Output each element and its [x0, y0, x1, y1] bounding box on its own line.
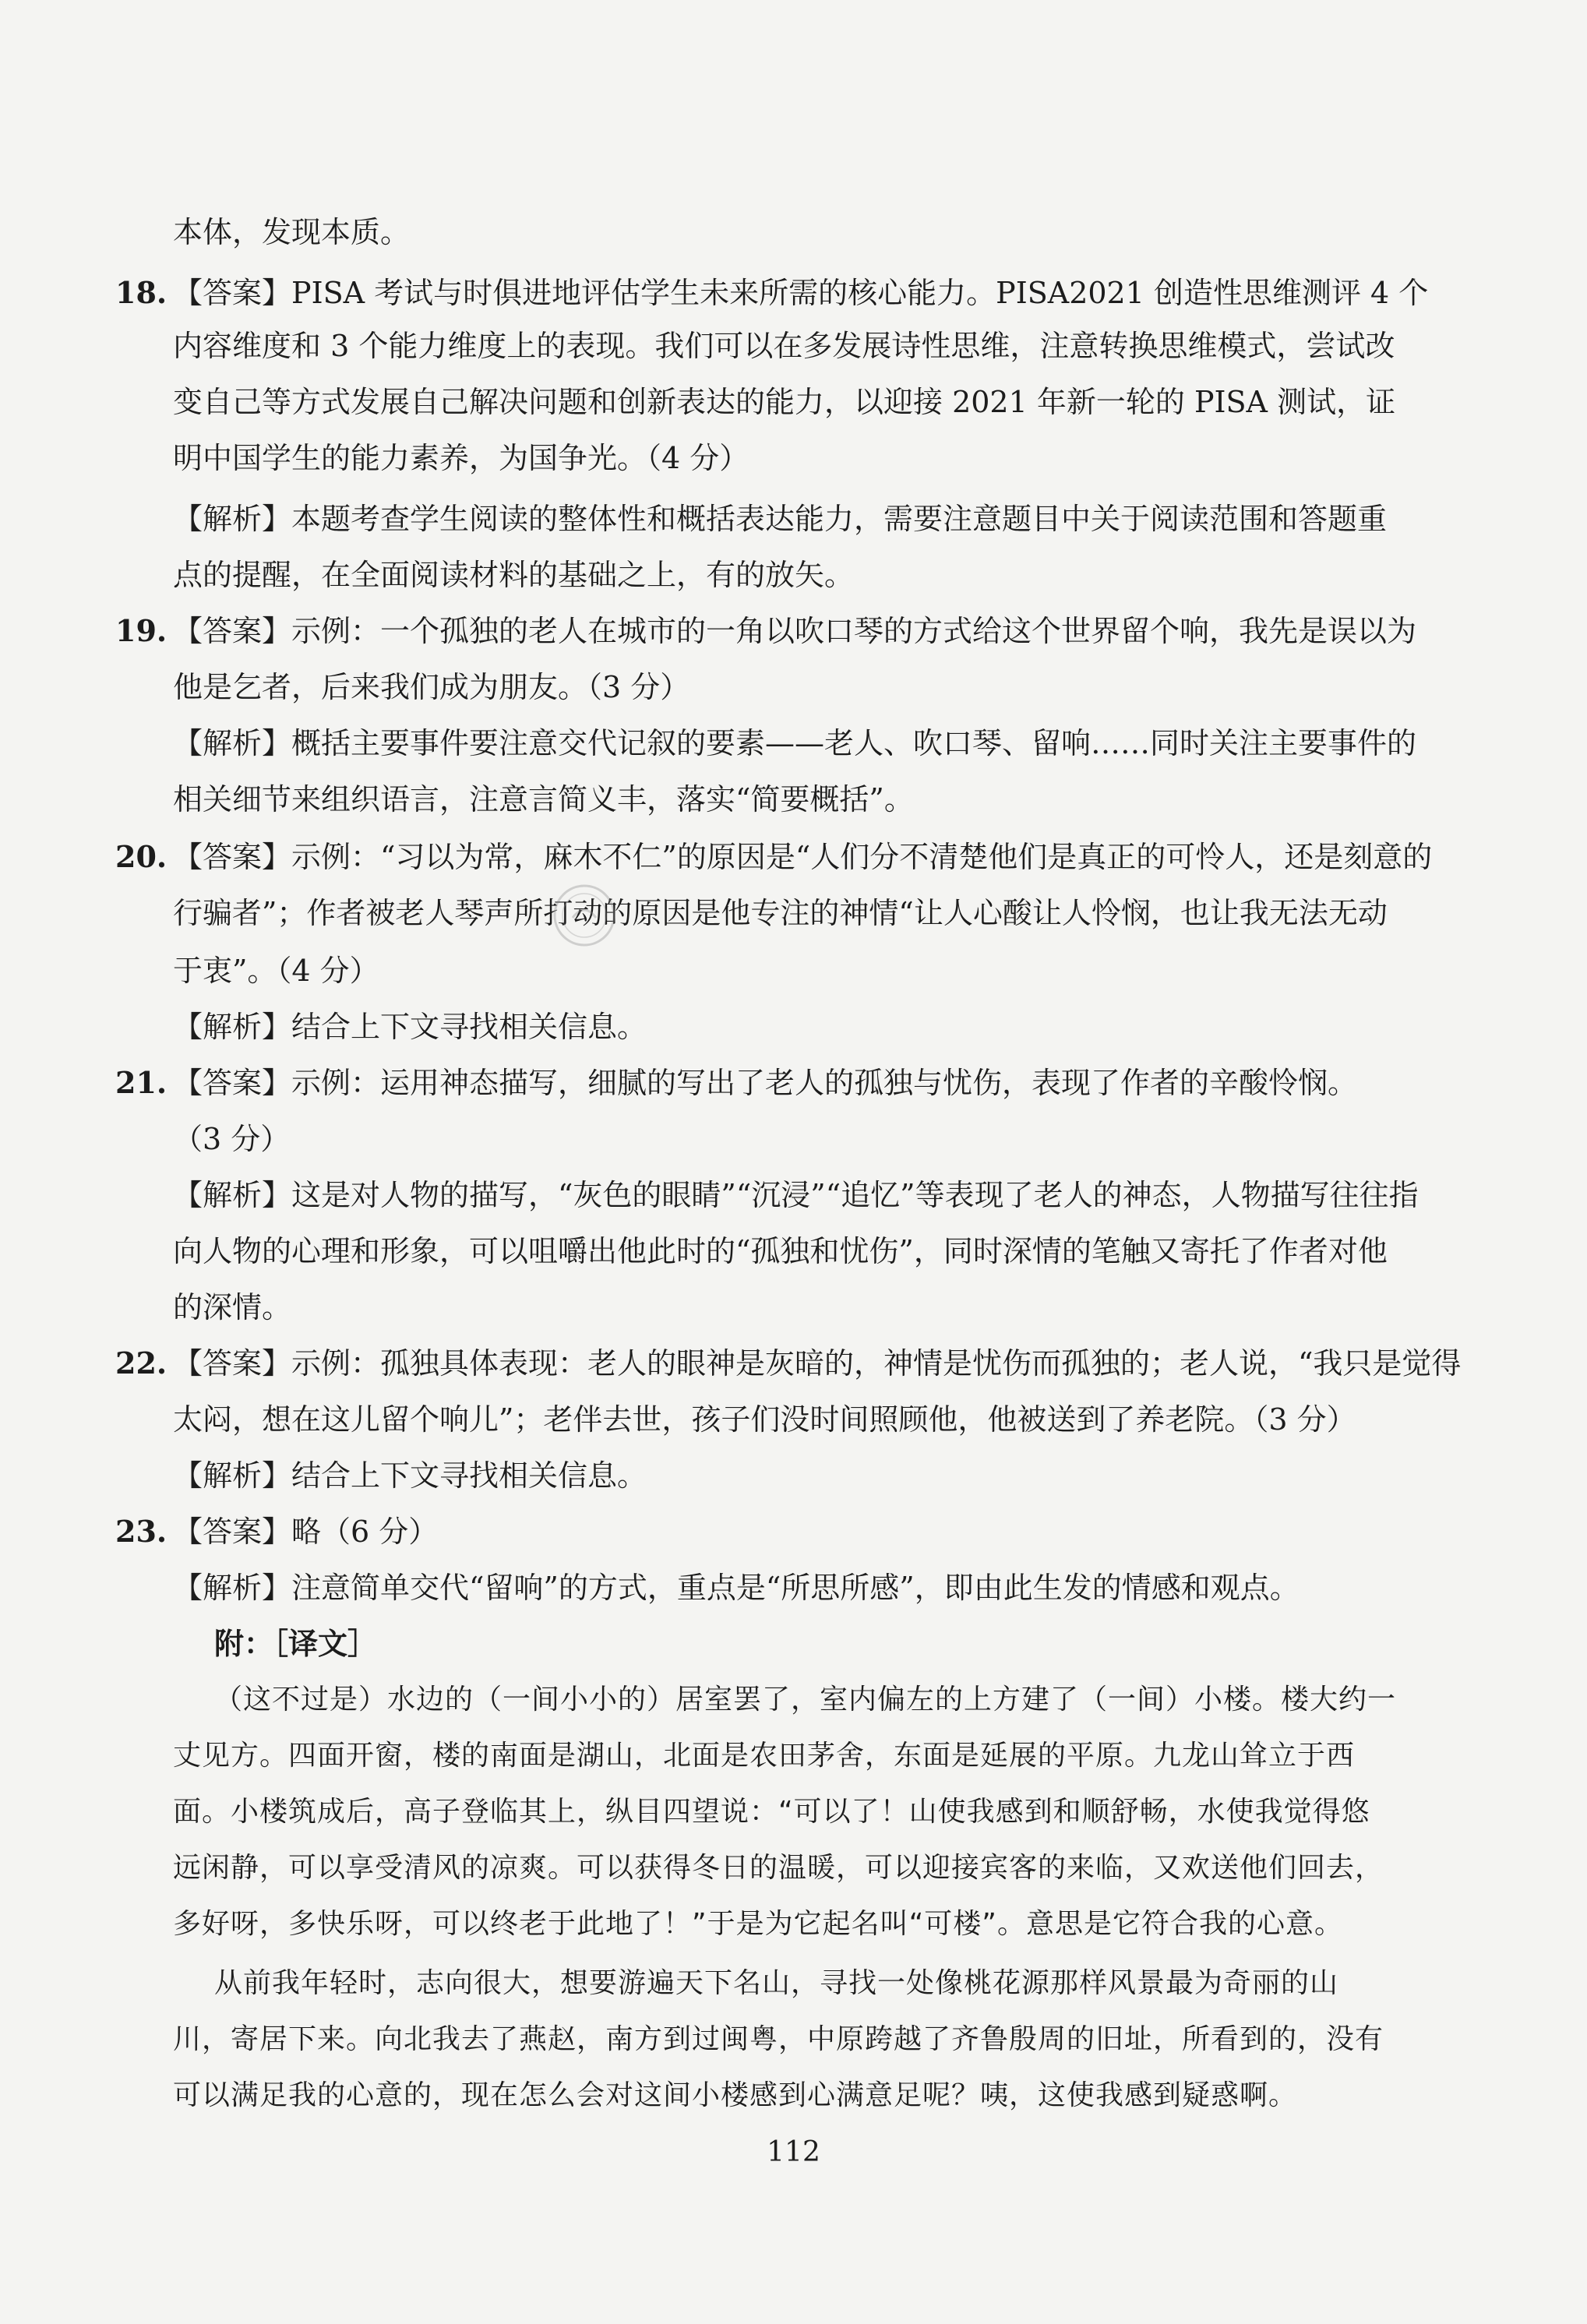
translation-heading: 附：［译文］: [214, 1626, 378, 1661]
answer-18-line: 明中国学生的能力素养，为国争光。（4 分）: [173, 441, 749, 475]
stamp-watermark-icon: [549, 880, 619, 950]
question-number-23: 23.: [115, 1514, 168, 1549]
answer-18-line: 【答案】PISA 考试与时俱进地评估学生未来所需的核心能力。PISA2021 创造性思维测评 4 个: [173, 276, 1429, 310]
question-number-19: 19.: [115, 613, 168, 648]
answer-19-line: 【答案】示例：一个孤独的老人在城市的一角以吹口琴的方式给这个世界留个响，我先是误以为: [173, 614, 1417, 648]
answer-23-line: 【答案】略（6 分）: [173, 1515, 439, 1549]
translation-line: 面。小楼筑成后，高子登临其上，纵目四望说：“可以了！山使我感到和顺舒畅，水使我觉得悠: [173, 1796, 1370, 1828]
answer-18-line: 变自己等方式发展自己解决问题和创新表达的能力，以迎接 2021 年新一轮的 PISA 测试，证: [173, 385, 1396, 419]
translation-line: 可以满足我的心意的，现在怎么会对这间小楼感到心满意足呢？咦，这使我感到疑惑啊。: [173, 2079, 1298, 2111]
analysis-21-line: 向人物的心理和形象，可以咀嚼出他此时的“孤独和忧伤”，同时深情的笔触又寄托了作者对他: [173, 1234, 1388, 1268]
translation-line: 多好呀，多快乐呀，可以终老于此地了！”于是为它起名叫“可楼”。意思是它符合我的心意。: [173, 1908, 1343, 1940]
analysis-20-line: 【解析】结合上下文寻找相关信息。: [173, 1010, 647, 1044]
answer-18-line: 内容维度和 3 个能力维度上的表现。我们可以在多发展诗性思维，注意转换思维模式，尝试改: [173, 329, 1395, 363]
translation-line: 丈见方。四面开窗，楼的南面是湖山，北面是农田茅舍，东面是延展的平原。九龙山耸立于西: [173, 1740, 1356, 1772]
analysis-19-line: 相关细节来组织语言，注意言简义丰，落实“简要概括”。: [173, 782, 914, 816]
analysis-21-line: 的深情。: [173, 1290, 292, 1324]
text-line: 本体，发现本质。: [173, 215, 411, 249]
answer-20-line: 行骗者”；作者被老人琴声所打动的原因是他专注的神情“让人心酸让人怜悯，也让我无法无动: [173, 896, 1388, 930]
analysis-22-line: 【解析】结合上下文寻找相关信息。: [173, 1458, 647, 1493]
question-number-18: 18.: [115, 275, 168, 310]
question-number-22: 22.: [115, 1345, 168, 1381]
answer-21-line: （3 分）: [173, 1122, 291, 1156]
answer-22-line: 太闷，想在这儿留个响儿”；老伴去世，孩子们没时间照顾他，他被送到了养老院。（3 分）: [173, 1402, 1356, 1437]
analysis-23-line: 【解析】注意简单交代“留响”的方式，重点是“所思所感”，即由此生发的情感和观点。: [173, 1571, 1300, 1605]
question-number-20: 20.: [115, 839, 168, 874]
translation-line: 川，寄居下来。向北我去了燕赵，南方到过闽粤，中原跨越了齐鲁殷周的旧址，所看到的，没有: [173, 2023, 1384, 2055]
answer-22-line: 【答案】示例：孤独具体表现：老人的眼神是灰暗的，神情是忧伤而孤独的；老人说，“我只是觉得: [173, 1346, 1462, 1381]
translation-line: （这不过是）水边的（一间小小的）居室罢了，室内偏左的上方建了（一间）小楼。楼大约一: [214, 1684, 1397, 1716]
translation-line: 从前我年轻时，志向很大，想要游遍天下名山，寻找一处像桃花源那样风景最为奇丽的山: [214, 1967, 1339, 1999]
analysis-18-line: 点的提醒，在全面阅读材料的基础之上，有的放矢。: [173, 558, 855, 592]
answer-21-line: 【答案】示例：运用神态描写，细腻的写出了老人的孤独与忧伤，表现了作者的辛酸怜悯。: [173, 1066, 1358, 1100]
analysis-19-line: 【解析】概括主要事件要注意交代记叙的要素——老人、吹口琴、留响……同时关注主要事件的: [173, 726, 1417, 760]
answer-19-line: 他是乞者，后来我们成为朋友。（3 分）: [173, 670, 690, 704]
analysis-18-line: 【解析】本题考查学生阅读的整体性和概括表达能力，需要注意题目中关于阅读范围和答题重: [173, 502, 1388, 536]
question-number-21: 21.: [115, 1065, 168, 1100]
analysis-21-line: 【解析】这是对人物的描写，“灰色的眼睛”“沉浸”“追忆”等表现了老人的神态，人物描写往往指: [173, 1178, 1419, 1212]
answer-20-line: 【答案】示例：“习以为常，麻木不仁”的原因是“人们分不清楚他们是真正的可怜人，还是刻意的: [173, 840, 1433, 874]
translation-line: 远闲静，可以享受清风的凉爽。可以获得冬日的温暖，可以迎接宾客的来临，又欢送他们回去，: [173, 1852, 1384, 1884]
answer-20-line: 于衷”。（4 分）: [173, 954, 379, 988]
page-number: 112: [767, 2136, 820, 2168]
